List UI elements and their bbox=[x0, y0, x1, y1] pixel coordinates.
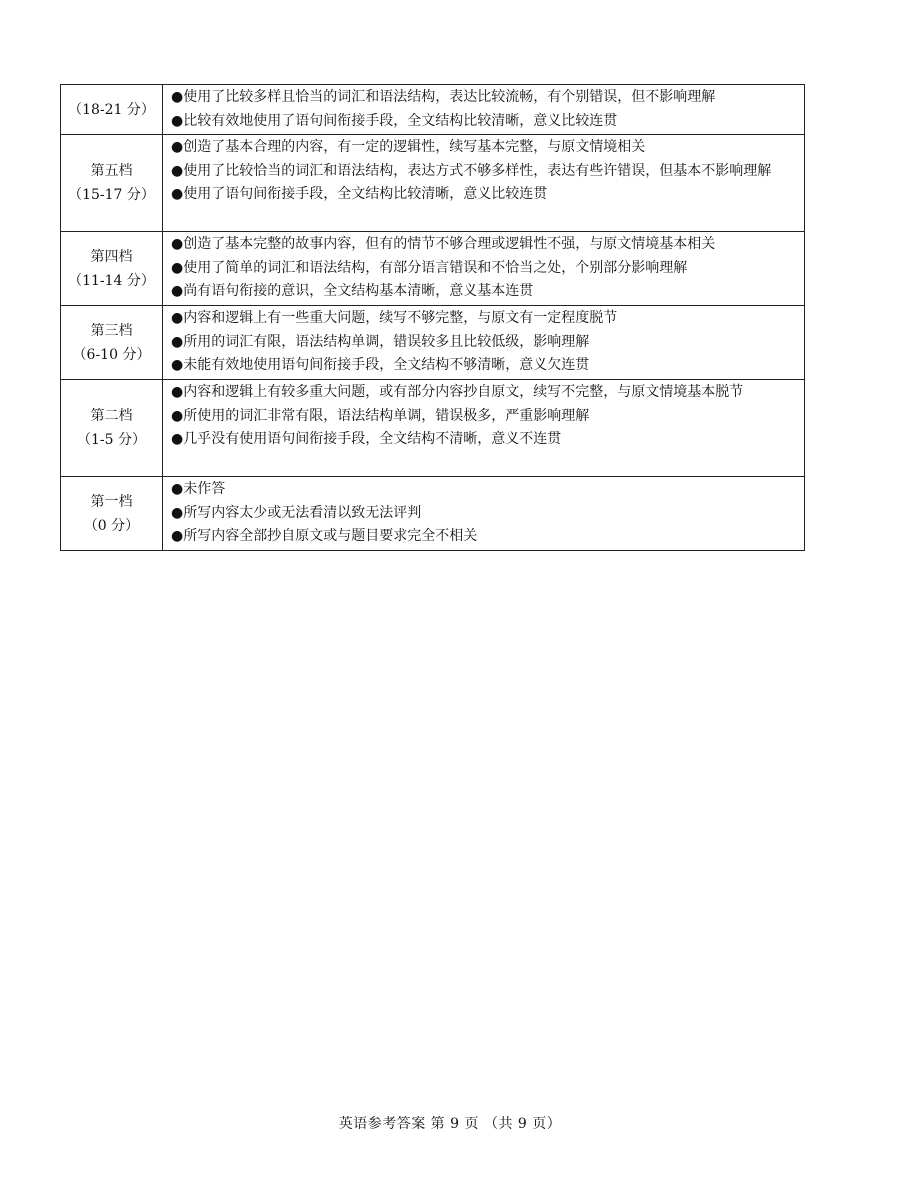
criteria-item: ●使用了比较恰当的词汇和语法结构，表达方式不够多样性，表达有些许错误，但基本不影响理解 bbox=[171, 162, 772, 179]
criteria-item: ●创造了基本完整的故事内容，但有的情节不够合理或逻辑性不强，与原文情境基本相关 bbox=[171, 236, 716, 252]
criteria-item: ●内容和逻辑上有一些重大问题，续写不够完整，与原文有一定程度脱节 bbox=[171, 310, 618, 326]
band-cell bbox=[61, 135, 163, 232]
criteria-item: ●所使用的词汇非常有限，语法结构单调，错误极多，严重影响理解 bbox=[171, 407, 590, 424]
band-cell bbox=[61, 85, 163, 135]
band-cell bbox=[61, 477, 163, 551]
criteria-item: ●创造了基本合理的内容，有一定的逻辑性，续写基本完整，与原文情境相关 bbox=[171, 139, 646, 155]
band-score: （1-5 分） bbox=[77, 432, 146, 448]
band-score: （0 分） bbox=[83, 517, 140, 534]
criteria-item: ●尚有语句衔接的意识，全文结构基本清晰，意义基本连贯 bbox=[171, 283, 534, 299]
criteria-item: ●所写内容全部抄自原文或与题目要求完全不相关 bbox=[171, 528, 478, 544]
criteria-cell bbox=[163, 135, 805, 232]
band-cell bbox=[61, 232, 163, 306]
rubric-row-band-4 bbox=[61, 232, 805, 306]
criteria-item: ●比较有效地使用了语句间衔接手段，全文结构比较清晰，意义比较连贯 bbox=[171, 112, 618, 129]
band-cell bbox=[61, 380, 163, 477]
criteria-cell bbox=[163, 380, 805, 477]
band-cell bbox=[61, 306, 163, 380]
band-name: 第一档 bbox=[90, 493, 133, 510]
page-footer: 英语参考答案 第 9 页 （共 9 页） bbox=[338, 1116, 562, 1132]
criteria-item: ●使用了语句间衔接手段，全文结构比较清晰，意义比较连贯 bbox=[171, 186, 548, 202]
criteria-cell bbox=[163, 85, 805, 135]
rubric-row-band-2 bbox=[61, 380, 805, 477]
criteria-cell bbox=[163, 477, 805, 551]
band-name: 第五档 bbox=[90, 163, 133, 179]
rubric-row-band-3 bbox=[61, 306, 805, 380]
criteria-item: ●未作答 bbox=[171, 481, 226, 497]
criteria-cell bbox=[163, 306, 805, 380]
band-name: 第三档 bbox=[90, 322, 133, 339]
band-score: （15-17 分） bbox=[68, 187, 155, 203]
band-score: （18-21 分） bbox=[68, 101, 155, 118]
criteria-item: ●几乎没有使用语句间衔接手段，全文结构不清晰，意义不连贯 bbox=[171, 431, 562, 447]
rubric-row-band-6 bbox=[61, 85, 805, 135]
criteria-cell bbox=[163, 232, 805, 306]
scoring-rubric-table bbox=[60, 84, 805, 551]
rubric-row-band-5 bbox=[61, 135, 805, 232]
criteria-item: ●所用的词汇有限，语法结构单调，错误较多且比较低级，影响理解 bbox=[171, 333, 590, 350]
criteria-item: ●内容和逻辑上有较多重大问题，或有部分内容抄自原文，续写不完整，与原文情境基本脱节 bbox=[171, 384, 744, 400]
criteria-item: ●使用了比较多样且恰当的词汇和语法结构，表达比较流畅，有个别错误，但不影响理解 bbox=[171, 89, 716, 105]
band-name: 第二档 bbox=[90, 408, 133, 424]
band-score: （11-14 分） bbox=[68, 272, 155, 289]
band-name: 第四档 bbox=[90, 248, 133, 265]
band-score: （6-10 分） bbox=[72, 346, 151, 363]
criteria-item: ●使用了简单的词汇和语法结构，有部分语言错误和不恰当之处，个别部分影响理解 bbox=[171, 259, 688, 276]
criteria-item: ●未能有效地使用语句间衔接手段，全文结构不够清晰，意义欠连贯 bbox=[171, 357, 590, 373]
rubric-row-band-1 bbox=[61, 477, 805, 551]
criteria-item: ●所写内容太少或无法看清以致无法评判 bbox=[171, 504, 422, 521]
